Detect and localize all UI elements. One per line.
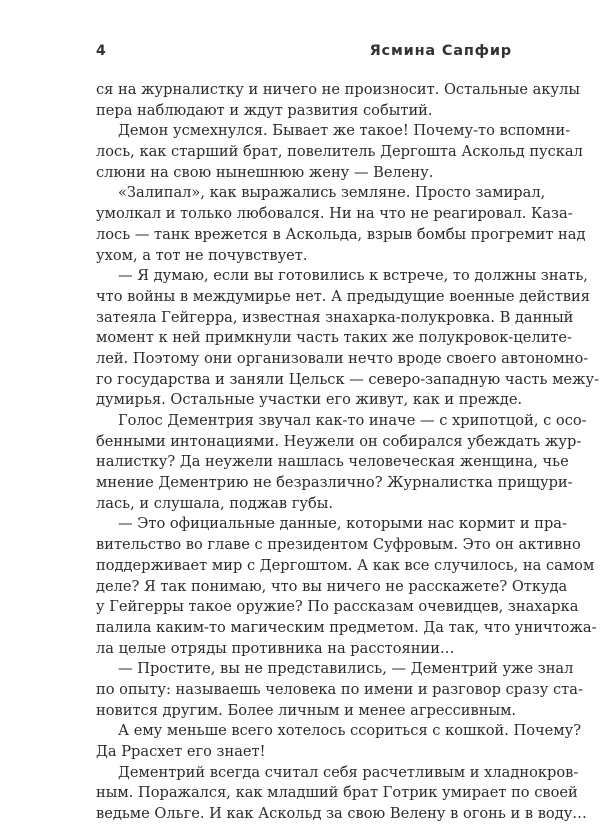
page-header — [96, 43, 512, 63]
text-line: ухом, а тот не почувствует. — [96, 246, 308, 264]
paragraph — [96, 266, 599, 411]
text-line: ся на журналистку и ничего не произносит. Остальные акулы — [96, 81, 580, 98]
text-line: лось, как старший брат, повелитель Дергошта Аскольд пускал — [96, 143, 583, 161]
paragraph — [96, 411, 587, 514]
text-line: «Залипал», как выражались земляне. Просто замирал, — [118, 184, 546, 202]
paragraph — [96, 721, 582, 762]
text-line: момент к ней примкнули часть таких же полукровок-целите- — [96, 329, 572, 347]
paragraph — [96, 659, 583, 721]
text-line: что войны в междумирье нет. А предыдущие военные действия — [96, 287, 590, 305]
paragraph — [96, 80, 580, 121]
paragraph — [96, 183, 586, 266]
paragraph — [96, 514, 597, 659]
text-line: деле? Я так понимаю, что вы ничего не расскажете? Откуда — [96, 577, 568, 595]
text-line: Да Рраcхет его знает! — [96, 743, 266, 760]
text-line: новится другим. Более личным и менее агрессивным. — [96, 701, 517, 719]
text-line: затеяла Гейгерра, известная знахарка-полукровка. В данный — [96, 308, 574, 326]
page-number: 4 — [96, 43, 106, 59]
text-line: ла целые отряды противника на расстоянии… — [96, 639, 455, 657]
text-line: налистку? Да неужели нашлась человеческая женщина, чье — [96, 453, 569, 471]
text-line: палила каким-то магическим предметом. Да так, что уничтожа- — [96, 618, 597, 636]
text-line: у Гейгерры такое оружие? По рассказам очевидцев, знахарка — [96, 598, 579, 616]
text-line: Голос Дементрия звучал как-то иначе — с хрипотцой, с осо- — [118, 412, 587, 429]
text-line: вительство во главе с президентом Суфровым. Это он активно — [96, 536, 581, 554]
paragraph — [96, 121, 583, 183]
text-line: лей. Поэтому они организовали нечто вроде своего автономно- — [96, 349, 589, 367]
text-line: ным. Поражался, как младший брат Готрик умирает по своей — [96, 784, 578, 802]
text-line: умолкал и только любовался. Ни на что не реагировал. Каза- — [96, 205, 573, 223]
text-line: А ему меньше всего хотелось ссориться с кошкой. Почему? — [118, 722, 582, 740]
text-line: пера наблюдают и ждут развития событий. — [96, 101, 433, 119]
text-line: — Это официальные данные, которыми нас кормит и пра- — [118, 515, 567, 533]
paragraph — [96, 763, 587, 825]
text-line: бенными интонациями. Неужели он собирался убеждать жур- — [96, 432, 582, 450]
text-line: лось — танк врежется в Аскольда, взрыв бомбы прогремит над — [96, 225, 586, 243]
text-line: поддерживает мир с Дергоштом. А как все случилось, на самом — [96, 556, 595, 574]
body-text — [96, 80, 599, 825]
running-title: Ясмина Сапфир — [369, 43, 512, 59]
text-line: Дементрий всегда считал себя расчетливым и хладнокров- — [118, 763, 579, 781]
text-line: ведьме Ольге. И как Аскольд за свою Велену в огонь и в воду… — [96, 805, 587, 823]
text-line: думирья. Остальные участки его живут, как и прежде. — [96, 391, 523, 409]
text-line: лась, и слушала, поджав губы. — [96, 494, 334, 512]
text-line: Демон усмехнулся. Бывает же такое! Почему-то вспомни- — [118, 122, 571, 140]
text-line: — Простите, вы не представились, — Дементрий уже знал — [118, 660, 574, 678]
text-line: по опыту: называешь человека по имени и разговор сразу ста- — [96, 680, 583, 698]
text-line: го государства и заняли Цельск — северо-западную часть межу- — [96, 370, 599, 388]
text-line: слюни на свою нынешнюю жену — Велену. — [96, 163, 434, 181]
text-line: мнение Дементрию не безразлично? Журналистка прищури- — [96, 474, 573, 492]
text-line: — Я думаю, если вы готовились к встрече, то должны знать, — [118, 267, 588, 285]
